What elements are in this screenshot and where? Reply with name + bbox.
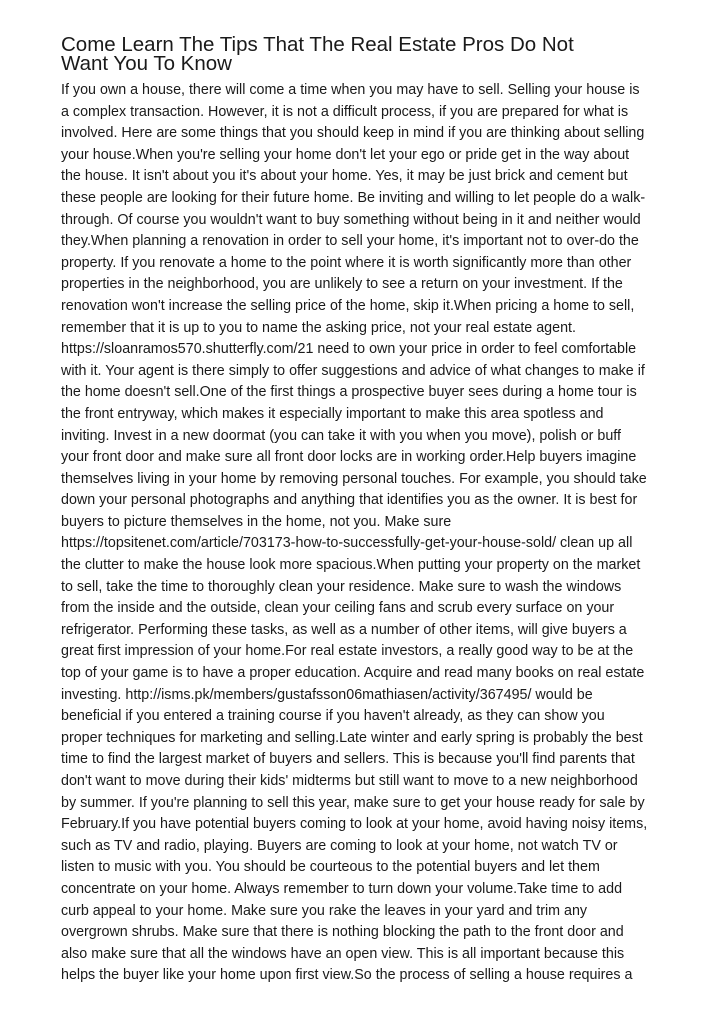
body-line: they.When planning a renovation in order to sell your home, it's important not to over-do the xyxy=(61,233,639,250)
body-line: remember that it is up to you to name the asking price, not your real estate agent. xyxy=(61,319,576,336)
body-line: by summer. If you're planning to sell this year, make sure to get your house ready for sale by xyxy=(61,794,645,811)
body-line: your house.When you're selling your home don't let your ego or pride get in the way about xyxy=(61,146,630,163)
title-line: Want You To Know xyxy=(61,52,232,75)
body-line: https://topsitenet.com/article/703173-how-to-successfully-get-your-house-sold/ clean up all xyxy=(61,535,633,552)
body-line: a complex transaction. However, it is not a difficult process, if you are prepared for what is xyxy=(61,103,629,120)
body-line: refrigerator. Performing these tasks, as well as a number of other items, will give buyers a xyxy=(61,621,627,638)
body-line: such as TV and radio, playing. Buyers are coming to look at your home, not watch TV or xyxy=(61,837,618,854)
body-line: involved. Here are some things that you should keep in mind if you are thinking about selling xyxy=(61,125,645,142)
body-line: inviting. Invest in a new doormat (you can take it with you when you move), polish or buff xyxy=(61,427,621,444)
body-line: renovation won't increase the selling price of the home, skip it.When pricing a home to sell, xyxy=(61,297,635,314)
body-line: https://sloanramos570.shutterfly.com/21 need to own your price in order to feel comfortable xyxy=(61,341,637,358)
body-line: with it. Your agent is there simply to offer suggestions and advice of what changes to make if xyxy=(61,362,645,379)
title-line: Come Learn The Tips That The Real Estate Pros Do Not xyxy=(61,33,574,56)
body-line: through. Of course you wouldn't want to buy something without being in it and neither would xyxy=(61,211,641,228)
body-line: time to find the largest market of buyers and sellers. This is because you'll find parents that xyxy=(61,751,635,768)
body-line: themselves living in your home by removing personal touches. For example, you should take xyxy=(61,470,647,487)
body-line: helps the buyer like your home upon first view.So the process of selling a house requires a xyxy=(61,967,633,984)
body-line: proper techniques for marketing and selling.Late winter and early spring is probably the best xyxy=(61,729,643,746)
body-line: listen to music with you. You should be courteous to the potential buyers and let them xyxy=(61,859,600,876)
body-line: to sell, take the time to thoroughly clean your residence. Make sure to wash the windows xyxy=(61,578,622,595)
body-line: February.If you have potential buyers coming to look at your home, avoid having noisy items, xyxy=(61,816,648,833)
body-line: overgrown shrubs. Make sure that there is nothing blocking the path to the front door and xyxy=(61,924,624,941)
body-line: don't want to move during their kids' midterms but still want to move to a new neighborhood xyxy=(61,773,638,789)
body-line: beneficial if you entered a training course if you haven't already, as they can show you xyxy=(61,708,605,725)
body-line: top of your game is to have a proper education. Acquire and read many books on real estate xyxy=(61,665,645,682)
body-line: the house. It isn't about you it's about your home. Yes, it may be just brick and cement but xyxy=(61,168,628,185)
body-line: buyers to picture themselves in the home, not you. Make sure xyxy=(61,513,452,530)
body-line: down your personal photographs and anything that identifies you as the owner. It is best for xyxy=(61,492,638,509)
body-line: properties in the neighborhood, you are unlikely to see a return on your investment. If the xyxy=(61,276,623,293)
body-line: the clutter to make the house look more spacious.When putting your property on the market xyxy=(61,557,641,574)
body-line: concentrate on your home. Always remember to turn down your volume.Take time to add xyxy=(61,880,623,897)
body-line: curb appeal to your home. Make sure you rake the leaves in your yard and trim any xyxy=(61,902,588,919)
article-body xyxy=(61,80,666,987)
body-line: property. If you renovate a home to the point where it is worth significantly more than other xyxy=(61,254,632,271)
body-line: great first impression of your home.For real estate investors, a really good way to be at the xyxy=(61,643,634,660)
body-line: also make sure that all the windows have an open view. This is all important because this xyxy=(61,945,625,962)
document-title xyxy=(61,35,681,73)
body-line: these people are looking for their future home. Be inviting and willing to let people do a walk- xyxy=(61,189,646,206)
body-line: the front entryway, which makes it especially important to make this area spotless and xyxy=(61,405,604,422)
body-line: your front door and make sure all front door locks are in working order.Help buyers imagine xyxy=(61,449,637,466)
body-line: If you own a house, there will come a time when you may have to sell. Selling your house is xyxy=(61,82,640,98)
body-line: from the inside and the outside, clean your ceiling fans and scrub every surface on your xyxy=(61,600,615,617)
body-line: the home doesn't sell.One of the first things a prospective buyer sees during a home tour is xyxy=(61,384,637,401)
body-line: investing. http://isms.pk/members/gustafsson06mathiasen/activity/367495/ would be xyxy=(61,686,593,703)
